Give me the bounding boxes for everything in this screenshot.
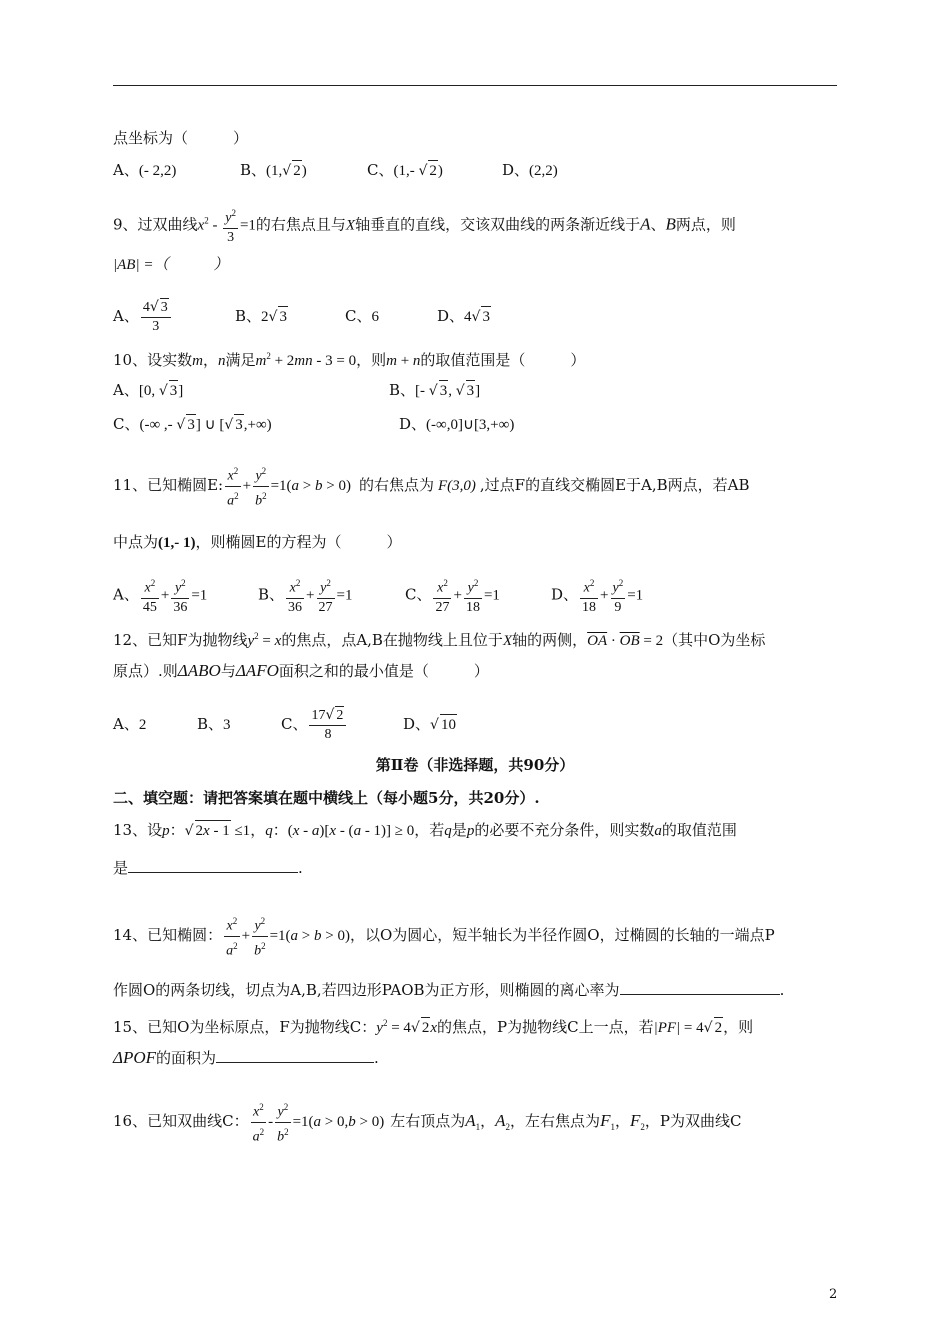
q14-stem: 14、已知椭圆： $\frac{x^2}{a^2}$ + $\frac{y^2}{b^2}$ =1(a > b > 0)，以O为圆心，短半轴长为半径作圆O，过椭圆的长轴的一端点P [113,912,775,960]
part2-title: 第Ⅱ卷（非选择题，共90分） [375,756,575,774]
q13-line2: 是 . [113,859,303,877]
q15-stem: 15、已知O为坐标原点，F为抛物线C：$y^2 = 4√$ 2x的焦点，P为抛物线C上一点，若|PF| = 4√ 2，则 [113,1018,754,1036]
q11-options: A、 $\frac{x^2}{45}$ + $\frac{y^2}{36}$ =1 B、 $\frac{x^2}{36}$ + $\frac{y^2}{27}$ =1 C、 $\frac{x^2}{27}$ + $\frac{y^2}{18}$ =1 D、 $\frac{x^2}{18}$ + $\frac{y^2}{9}$ =1 [113,574,643,617]
q9-options: A、 $\frac{4√ 3}{3}$ B、2√ 3 C、6 D、4√ 3 [113,299,490,334]
q12-options: A、2 B、3 C、 $\frac{17√ 2}{8}$ D、√ 10 [113,707,456,742]
q16-stem: 16、已知双曲线C： $\frac{x^2}{a^2}$ - $\frac{y^2}{b^2}$ =1(a > 0,b > 0) 左右顶点为$A_1$，$A_2$，左右焦点为$F_1$，$F_2$，P为双曲线C [113,1098,741,1146]
q8-options: A、(- 2,2) B、(1,√ 2) C、(1,- √ 2) D、(2,2) [113,161,558,179]
q10-stem: 10、设实数m，n满足$m^2 + 2mn - 3 = 0$，则m + n的取值范围是（ ） [113,351,586,369]
q11-stem: 11、已知椭圆E: $\frac{x^2}{a^2}$ + $\frac{y^2}{b^2}$ =1(a > b > 0) 的右焦点为 F(3,0) ,过点F的直线交椭圆E于A,B两点，若AB [113,462,750,510]
section2-title: 二、填空题：请把答案填在题中横线上（每小题5分，共20分）. [113,789,540,807]
q12-line2: 原点）.则ΔABO与ΔAFO面积之和的最小值是（ ） [113,661,489,680]
q10-options-ab: A、[0, √ 3] B、[- √ 3, √ 3] [113,381,481,399]
q9-stem: 9、过双曲线$x^2$ - $\frac{y^2}{3}$ =1的右焦点且与X轴垂直的直线，交该双曲线的两条渐近线于A、B两点，则 [113,204,736,247]
q9-line2: |AB| =（ ） [113,257,229,273]
header-rule [113,85,837,86]
q13-answer-blank[interactable] [128,858,298,873]
q13-stem: 13、设p：√ 2x - 1 ≤1，q：(x - a)[x - (a - 1)] ≥ 0，若q是p的必要不充分条件，则实数a的取值范围 [113,821,737,839]
q15-line2: ΔPOF的面积为 . [113,1048,379,1067]
page-number: 2 [829,1287,838,1302]
q10-options-cd: C、(-∞ ,- √ 3] ∪ [√ 3,+∞) D、(-∞,0]∪[3,+∞) [113,415,515,433]
q14-answer-blank[interactable] [620,980,780,995]
q14-line2: 作圆O的两条切线，切点为A,B,若四边形PAOB为正方形，则椭圆的离心率为 . [113,981,785,999]
q12-stem: 12、已知F为抛物线$y^2 = x$的焦点，点A,B在抛物线上且位于X轴的两侧，$\overline{OA} \cdot \overline{OB} = 2$（其中O为坐标 [113,631,766,649]
q11-line2: 中点为(1,- 1)，则椭圆E的方程为（ ） [113,533,402,551]
q15-answer-blank[interactable] [216,1048,374,1063]
q8-tail: 点坐标为（ ） [113,129,249,147]
